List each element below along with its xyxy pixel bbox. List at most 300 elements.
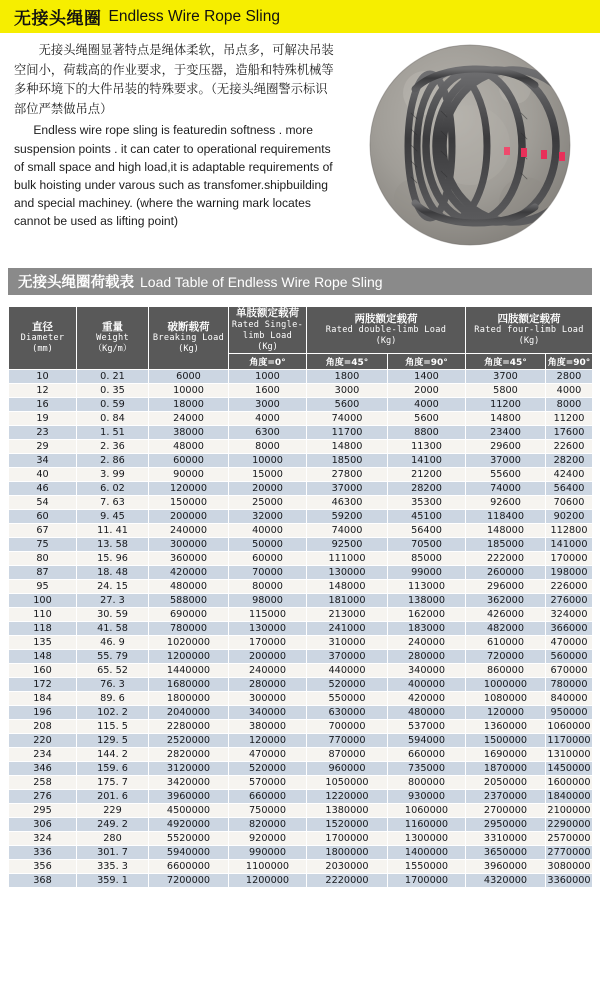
table-cell: 141000 — [546, 537, 593, 551]
col-single-limb-unit: (Kg) — [257, 341, 278, 352]
table-cell: 148000 — [466, 523, 546, 537]
table-cell: 11300 — [388, 439, 466, 453]
table-row — [9, 383, 593, 397]
table-cell: 60000 — [149, 453, 229, 467]
table-cell: 5940000 — [149, 845, 229, 859]
table-row — [9, 467, 593, 481]
table-cell: 70600 — [546, 495, 593, 509]
table-cell: 920000 — [229, 831, 307, 845]
table-cell: 1440000 — [149, 663, 229, 677]
table-cell: 15000 — [229, 467, 307, 481]
table-cell: 5800 — [466, 383, 546, 397]
table-cell: 1. 51 — [77, 425, 149, 439]
table-row — [9, 649, 593, 663]
table-row — [9, 747, 593, 761]
table-cell: 148 — [9, 649, 77, 663]
table-cell: 588000 — [149, 593, 229, 607]
table-cell: 129. 5 — [77, 733, 149, 747]
table-cell: 3000 — [307, 383, 388, 397]
table-cell: 840000 — [546, 691, 593, 705]
table-cell: 120000 — [149, 481, 229, 495]
table-cell: 48000 — [149, 439, 229, 453]
table-cell: 1060000 — [547, 720, 591, 732]
table-cell: 29600 — [466, 439, 546, 453]
col-double-limb-en: Rated double-limb Load — [325, 325, 447, 335]
table-cell: 1000000 — [466, 677, 546, 691]
col-double-limb — [307, 307, 466, 354]
table-cell: 1800000 — [149, 691, 229, 705]
table-cell: 276000 — [546, 593, 593, 607]
table-cell: 1690000 — [466, 747, 546, 761]
table-row — [9, 761, 593, 775]
table-cell: 75 — [9, 537, 77, 551]
table-cell: 14800 — [466, 411, 546, 425]
table-cell: 28200 — [546, 453, 593, 467]
table-cell: 3120000 — [149, 761, 229, 775]
table-cell: 74000 — [307, 411, 388, 425]
table-cell: 56400 — [388, 523, 466, 537]
angle-four-45: 角度=45° — [466, 353, 546, 369]
product-photo — [355, 33, 585, 258]
table-cell: 3000 — [229, 397, 307, 411]
table-cell: 46 — [9, 481, 77, 495]
table-cell: 520000 — [307, 677, 388, 691]
table-cell: 17600 — [546, 425, 593, 439]
table-cell: 1310000 — [547, 748, 591, 760]
table-cell: 820000 — [229, 817, 307, 831]
table-cell: 54 — [9, 495, 77, 509]
table-cell: 14100 — [388, 453, 466, 467]
table-cell: 295 — [9, 803, 77, 817]
table-cell: 18000 — [149, 397, 229, 411]
table-cell: 630000 — [307, 705, 388, 719]
table-cell: 4000 — [388, 397, 466, 411]
load-table-title-en: Load Table of Endless Wire Rope Sling — [140, 273, 383, 290]
col-double-limb-cn: 两肢额定载荷 — [354, 312, 418, 325]
table-cell: 0. 84 — [77, 411, 149, 425]
table-cell: 950000 — [546, 705, 593, 719]
table-cell: 201. 6 — [77, 789, 149, 803]
table-cell: 183000 — [388, 621, 466, 635]
table-cell: 150000 — [149, 495, 229, 509]
col-diameter — [9, 307, 77, 370]
table-row — [9, 859, 593, 873]
table-cell: 2. 86 — [77, 453, 149, 467]
table-cell: 220 — [9, 733, 77, 747]
table-cell: 160 — [9, 663, 77, 677]
table-cell: 67 — [9, 523, 77, 537]
table-row — [9, 425, 593, 439]
table-cell: 38000 — [149, 425, 229, 439]
table-cell: 148000 — [307, 579, 388, 593]
table-row — [9, 411, 593, 425]
table-cell: 120000 — [229, 733, 307, 747]
table-cell: 780000 — [546, 677, 593, 691]
table-cell: 1800000 — [307, 845, 388, 859]
table-cell: 70500 — [388, 537, 466, 551]
table-row — [9, 607, 593, 621]
table-cell: 198000 — [546, 565, 593, 579]
table-cell: 400000 — [388, 677, 466, 691]
angle-single-0: 角度=0° — [229, 353, 307, 369]
table-cell: 1840000 — [547, 790, 591, 802]
table-cell: 770000 — [307, 733, 388, 747]
table-row — [9, 621, 593, 635]
table-cell: 130000 — [307, 565, 388, 579]
table-cell: 2000 — [388, 383, 466, 397]
table-cell: 21200 — [388, 467, 466, 481]
table-cell: 135 — [9, 635, 77, 649]
table-cell: 6000 — [149, 369, 229, 383]
table-cell: 10000 — [149, 383, 229, 397]
col-double-limb-unit: (Kg) — [375, 336, 397, 346]
table-cell: 870000 — [307, 747, 388, 761]
table-row — [9, 565, 593, 579]
table-cell: 2570000 — [547, 832, 591, 844]
table-cell: 41. 58 — [77, 621, 149, 635]
table-cell: 112800 — [546, 523, 593, 537]
table-cell: 130000 — [229, 621, 307, 635]
table-cell: 90000 — [149, 467, 229, 481]
table-cell: 102. 2 — [77, 705, 149, 719]
table-cell: 20000 — [229, 481, 307, 495]
col-weight-en: Weight — [96, 333, 129, 343]
table-cell: 3960000 — [149, 789, 229, 803]
table-cell: 196 — [9, 705, 77, 719]
table-cell: 11200 — [546, 411, 593, 425]
col-weight-cn: 重量 — [102, 320, 123, 333]
table-cell: 1680000 — [149, 677, 229, 691]
table-cell: 80 — [9, 551, 77, 565]
table-cell: 2820000 — [149, 747, 229, 761]
table-cell: 40000 — [229, 523, 307, 537]
table-cell: 380000 — [229, 719, 307, 733]
table-cell: 360000 — [149, 551, 229, 565]
table-cell: 356 — [9, 859, 77, 873]
table-cell: 1700000 — [388, 873, 466, 887]
table-cell: 200000 — [149, 509, 229, 523]
table-cell: 720000 — [466, 649, 546, 663]
table-cell: 550000 — [307, 691, 388, 705]
table-cell: 113000 — [388, 579, 466, 593]
table-cell: 115. 5 — [77, 719, 149, 733]
table-cell: 99000 — [388, 565, 466, 579]
table-cell: 100 — [9, 593, 77, 607]
table-cell: 8000 — [546, 397, 593, 411]
table-cell: 1870000 — [466, 761, 546, 775]
table-cell: 28200 — [388, 481, 466, 495]
table-cell: 1450000 — [547, 762, 591, 774]
table-row — [9, 775, 593, 789]
table-cell: 1550000 — [388, 859, 466, 873]
table-cell: 258 — [9, 775, 77, 789]
table-row — [9, 719, 593, 733]
table-cell: 162000 — [388, 607, 466, 621]
table-cell: 16 — [9, 397, 77, 411]
col-single-limb — [229, 307, 307, 354]
table-row — [9, 523, 593, 537]
table-cell: 3310000 — [466, 831, 546, 845]
table-cell: 85000 — [388, 551, 466, 565]
table-cell: 115000 — [229, 607, 307, 621]
table-cell: 3960000 — [466, 859, 546, 873]
table-cell: 65. 52 — [77, 663, 149, 677]
table-cell: 37000 — [466, 453, 546, 467]
table-cell: 5600 — [307, 397, 388, 411]
angle-double-90: 角度=90° — [388, 353, 466, 369]
table-cell: 110 — [9, 607, 77, 621]
table-row — [9, 663, 593, 677]
table-cell: 170000 — [546, 551, 593, 565]
table-row — [9, 481, 593, 495]
table-cell: 4320000 — [466, 873, 546, 887]
table-cell: 1400000 — [388, 845, 466, 859]
table-cell: 2520000 — [149, 733, 229, 747]
table-cell: 4500000 — [149, 803, 229, 817]
col-weight-unit: （Kg/m） — [93, 344, 132, 354]
table-cell: 440000 — [307, 663, 388, 677]
table-cell: 170000 — [229, 635, 307, 649]
col-weight — [77, 307, 149, 370]
table-row — [9, 845, 593, 859]
angle-double-45: 角度=45° — [307, 353, 388, 369]
table-cell: 2370000 — [466, 789, 546, 803]
table-cell: 960000 — [307, 761, 388, 775]
col-four-limb — [466, 307, 593, 354]
table-row — [9, 397, 593, 411]
table-cell: 46. 9 — [77, 635, 149, 649]
table-cell: 19 — [9, 411, 77, 425]
header-row-main — [9, 307, 593, 354]
table-cell: 700000 — [307, 719, 388, 733]
table-cell: 229 — [77, 803, 149, 817]
table-cell: 249. 2 — [77, 817, 149, 831]
table-cell: 3. 99 — [77, 467, 149, 481]
table-cell: 280 — [77, 831, 149, 845]
table-cell: 8800 — [388, 425, 466, 439]
table-cell: 185000 — [466, 537, 546, 551]
load-table-head — [9, 307, 593, 370]
table-row — [9, 817, 593, 831]
table-cell: 13. 58 — [77, 537, 149, 551]
table-cell: 213000 — [307, 607, 388, 621]
table-cell: 1800 — [307, 369, 388, 383]
table-cell: 208 — [9, 719, 77, 733]
table-cell: 42400 — [546, 467, 593, 481]
table-cell: 1400 — [388, 369, 466, 383]
table-cell: 240000 — [388, 635, 466, 649]
table-cell: 1520000 — [307, 817, 388, 831]
table-cell: 280000 — [388, 649, 466, 663]
table-cell: 426000 — [466, 607, 546, 621]
table-cell: 480000 — [388, 705, 466, 719]
table-cell: 346 — [9, 761, 77, 775]
table-cell: 3700 — [466, 369, 546, 383]
intro-section — [0, 33, 600, 231]
table-cell: 98000 — [229, 593, 307, 607]
table-cell: 3360000 — [547, 874, 591, 886]
table-cell: 6. 02 — [77, 481, 149, 495]
table-cell: 1170000 — [547, 734, 591, 746]
table-cell: 32000 — [229, 509, 307, 523]
table-cell: 520000 — [229, 761, 307, 775]
table-cell: 241000 — [307, 621, 388, 635]
table-cell: 27800 — [307, 467, 388, 481]
table-cell: 1600 — [229, 383, 307, 397]
table-cell: 90200 — [546, 509, 593, 523]
table-cell: 7200000 — [149, 873, 229, 887]
col-diameter-en: Diameter — [20, 333, 65, 343]
table-cell: 46300 — [307, 495, 388, 509]
table-row — [9, 831, 593, 845]
table-cell: 2030000 — [307, 859, 388, 873]
table-cell: 2950000 — [466, 817, 546, 831]
table-cell: 336 — [9, 845, 77, 859]
table-cell: 1220000 — [307, 789, 388, 803]
table-cell: 80000 — [229, 579, 307, 593]
table-cell: 362000 — [466, 593, 546, 607]
table-cell: 2280000 — [149, 719, 229, 733]
page-banner — [0, 0, 600, 33]
table-cell: 118400 — [466, 509, 546, 523]
table-cell: 87 — [9, 565, 77, 579]
table-cell: 800000 — [388, 775, 466, 789]
table-cell: 860000 — [466, 663, 546, 677]
table-cell: 2220000 — [307, 873, 388, 887]
table-row — [9, 789, 593, 803]
table-cell: 95 — [9, 579, 77, 593]
table-cell: 560000 — [546, 649, 593, 663]
load-table-title-cn: 无接头绳圈荷载表 — [18, 275, 134, 291]
table-cell: 4000 — [229, 411, 307, 425]
table-cell: 10 — [9, 369, 77, 383]
table-cell: 690000 — [149, 607, 229, 621]
table-cell: 12 — [9, 383, 77, 397]
col-breaking-load — [149, 307, 229, 370]
table-cell: 296000 — [466, 579, 546, 593]
table-cell: 470000 — [546, 635, 593, 649]
table-cell: 240000 — [229, 663, 307, 677]
table-cell: 4920000 — [149, 817, 229, 831]
table-cell: 420000 — [388, 691, 466, 705]
table-row — [9, 691, 593, 705]
table-cell: 306 — [9, 817, 77, 831]
table-row — [9, 509, 593, 523]
table-cell: 735000 — [388, 761, 466, 775]
intro-paragraph-cn: 无接头绳圈显著特点是绳体柔软，吊点多，可解决吊装空间小，荷载高的作业要求，于变压器，造船和特殊机械等多种环境下的大件吊装的特殊要求。（无接头绳圈警示标识部位严禁做吊点） — [14, 43, 334, 116]
table-cell: 11200 — [466, 397, 546, 411]
table-cell: 1050000 — [307, 775, 388, 789]
table-cell: 2100000 — [547, 804, 591, 816]
table-cell: 1360000 — [466, 719, 546, 733]
table-cell: 1160000 — [388, 817, 466, 831]
table-row — [9, 453, 593, 467]
table-cell: 11. 41 — [77, 523, 149, 537]
table-cell: 340000 — [229, 705, 307, 719]
table-cell: 30. 59 — [77, 607, 149, 621]
table-cell: 366000 — [546, 621, 593, 635]
col-breaking-load-unit: (Kg) — [178, 344, 199, 354]
table-cell: 14800 — [307, 439, 388, 453]
table-cell: 29 — [9, 439, 77, 453]
load-table — [8, 306, 593, 888]
table-cell: 300000 — [229, 691, 307, 705]
table-cell: 3650000 — [466, 845, 546, 859]
table-cell: 7. 63 — [77, 495, 149, 509]
table-row — [9, 537, 593, 551]
table-cell: 420000 — [149, 565, 229, 579]
table-cell: 0. 59 — [77, 397, 149, 411]
table-cell: 18500 — [307, 453, 388, 467]
table-cell: 24000 — [149, 411, 229, 425]
banner-title-en: Endless Wire Rope Sling — [108, 7, 280, 25]
table-cell: 990000 — [229, 845, 307, 859]
load-table-title-bar — [8, 268, 592, 295]
table-cell: 594000 — [388, 733, 466, 747]
table-cell: 930000 — [388, 789, 466, 803]
table-cell: 226000 — [546, 579, 593, 593]
table-cell: 18. 48 — [77, 565, 149, 579]
table-row — [9, 551, 593, 565]
table-cell: 5520000 — [149, 831, 229, 845]
table-cell: 359. 1 — [77, 873, 149, 887]
table-cell: 3080000 — [547, 860, 591, 872]
table-cell: 2. 36 — [77, 439, 149, 453]
table-row — [9, 803, 593, 817]
table-cell: 301. 7 — [77, 845, 149, 859]
table-cell: 0. 35 — [77, 383, 149, 397]
table-cell: 181000 — [307, 593, 388, 607]
intro-text-block — [0, 41, 335, 231]
col-four-limb-unit: (Kg) — [518, 336, 540, 346]
angle-four-90: 角度=90° — [546, 353, 593, 369]
table-cell: 92600 — [466, 495, 546, 509]
table-cell: 780000 — [149, 621, 229, 635]
table-cell: 60000 — [229, 551, 307, 565]
table-row — [9, 495, 593, 509]
table-cell: 480000 — [149, 579, 229, 593]
table-cell: 10000 — [229, 453, 307, 467]
table-cell: 280000 — [229, 677, 307, 691]
table-cell: 537000 — [388, 719, 466, 733]
table-cell: 175. 7 — [77, 775, 149, 789]
table-cell: 2290000 — [547, 818, 591, 830]
table-cell: 1060000 — [388, 803, 466, 817]
table-cell: 750000 — [229, 803, 307, 817]
col-single-limb-en: Rated Single-limb Load — [231, 319, 304, 341]
table-cell: 11700 — [307, 425, 388, 439]
table-cell: 610000 — [466, 635, 546, 649]
table-cell: 1600000 — [547, 776, 591, 788]
table-cell: 89. 6 — [77, 691, 149, 705]
table-cell: 70000 — [229, 565, 307, 579]
table-cell: 76. 3 — [77, 677, 149, 691]
table-cell: 159. 6 — [77, 761, 149, 775]
table-cell: 1200000 — [229, 873, 307, 887]
table-cell: 60 — [9, 509, 77, 523]
table-cell: 56400 — [546, 481, 593, 495]
table-cell: 40 — [9, 467, 77, 481]
table-cell: 15. 96 — [77, 551, 149, 565]
col-four-limb-en: Rated four-limb Load — [474, 325, 584, 335]
table-cell: 2040000 — [149, 705, 229, 719]
col-breaking-load-cn: 破断载荷 — [167, 320, 210, 333]
table-cell: 222000 — [466, 551, 546, 565]
table-cell: 120000 — [466, 705, 546, 719]
table-cell: 9. 45 — [77, 509, 149, 523]
table-cell: 23400 — [466, 425, 546, 439]
table-cell: 2700000 — [466, 803, 546, 817]
